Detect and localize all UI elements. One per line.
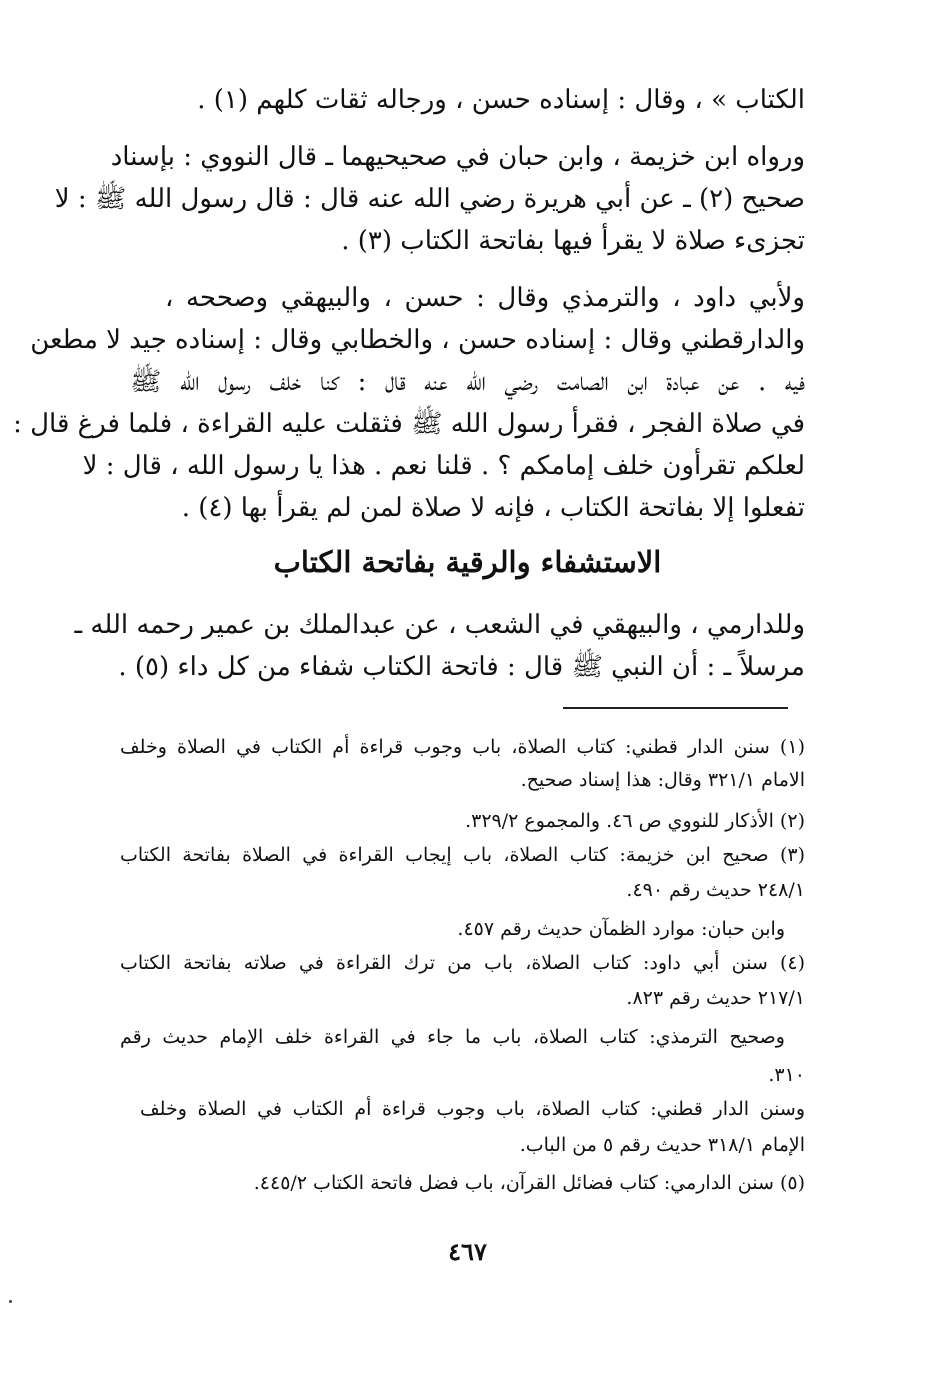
body-line-12: مرسلاً ـ : أن النبي ﷺ قال : فاتحة الكتاب شفاء من كل داء (٥) . bbox=[118, 652, 805, 682]
page-number: ٤٦٧ bbox=[448, 1237, 487, 1266]
footnote-line: (٥) سنن الدارمي: كتاب فضائل القرآن، باب فضل فاتحة الكتاب ٤٤٥/٢. bbox=[253, 1172, 805, 1194]
footnote-separator bbox=[563, 707, 788, 709]
body-line-9: لعلكم تقرأون خلف إمامكم ؟ . قلنا نعم . هذا يا رسول الله ، قال : لا bbox=[82, 451, 805, 481]
footnote-line: ٣١٠. bbox=[768, 1064, 805, 1086]
footnote-line: وابن حبان: موارد الظمآن حديث رقم ٤٥٧. bbox=[457, 918, 785, 940]
footnote-line: (١) سنن الدار قطني: كتاب الصلاة، باب وجوب قراءة أم الكتاب في الصلاة وخلف bbox=[120, 736, 805, 758]
body-line-4: تجزىء صلاة لا يقرأ فيها بفاتحة الكتاب (٣) . bbox=[341, 226, 805, 256]
body-line-1: الكتاب » ، وقال : إسناده حسن ، ورجاله ثقات كلهم (١) . bbox=[197, 85, 805, 115]
body-line-2: ورواه ابن خزيمة ، وابن حبان في صحيحيهما ـ قال النووي : بإسناد bbox=[110, 142, 805, 172]
footnote-line: وصحيح الترمذي: كتاب الصلاة، باب ما جاء في القراءة خلف الإمام حديث رقم bbox=[120, 1026, 785, 1048]
footnote-line: ٢٤٨/١ حديث رقم ٤٩٠. bbox=[626, 879, 805, 901]
footnote-line: وسنن الدار قطني: كتاب الصلاة، باب وجوب قراءة أم الكتاب في الصلاة وخلف bbox=[140, 1098, 805, 1120]
body-line-5: ولأبي داود ، والترمذي وقال : حسن ، والبيهقي وصححه ، bbox=[165, 283, 805, 313]
footnote-line: (٤) سنن أبي داود: كتاب الصلاة، باب من ترك القراءة في صلاته بفاتحة الكتاب bbox=[120, 952, 805, 974]
body-line-8: في صلاة الفجر ، فقرأ رسول الله ﷺ فثقلت عليه القراءة ، فلما فرغ قال : bbox=[13, 409, 805, 439]
body-line-11: وللدارمي ، والبيهقي في الشعب ، عن عبدالملك بن عمير رحمه الله ـ bbox=[74, 610, 805, 640]
body-line-6: والدارقطني وقال : إسناده حسن ، والخطابي وقال : إسناده جيد لا مطعن bbox=[30, 325, 805, 355]
footnote-line: (٣) صحيح ابن خزيمة: كتاب الصلاة، باب إيجاب القراءة في الصلاة بفاتحة الكتاب bbox=[120, 844, 805, 866]
section-heading: الاستشفاء والرقية بفاتحة الكتاب bbox=[273, 545, 662, 579]
body-line-3: صحيح (٢) ـ عن أبي هريرة رضي الله عنه قال : قال رسول الله ﷺ : لا bbox=[54, 184, 805, 214]
body-line-10: تفعلوا إلا بفاتحة الكتاب ، فإنه لا صلاة لمن لم يقرأ بها (٤) . bbox=[181, 493, 805, 523]
scan-speck bbox=[9, 1300, 12, 1303]
footnote-line: (٢) الأذكار للنووي ص ٤٦. والمجموع ٣٢٩/٢. bbox=[465, 810, 805, 832]
footnote-line: الإمام ٣١٨/١ حديث رقم ٥ من الباب. bbox=[519, 1134, 805, 1156]
body-line-7: فيه . عن عبادة ابن الصامت رضي الله عنه قال : كنا خلف رسول الله ﷺ bbox=[130, 367, 805, 397]
footnote-line: الامام ٣٢١/١ وقال: هذا إسناد صحيح. bbox=[520, 769, 805, 791]
footnote-line: ٢١٧/١ حديث رقم ٨٢٣. bbox=[626, 987, 805, 1009]
